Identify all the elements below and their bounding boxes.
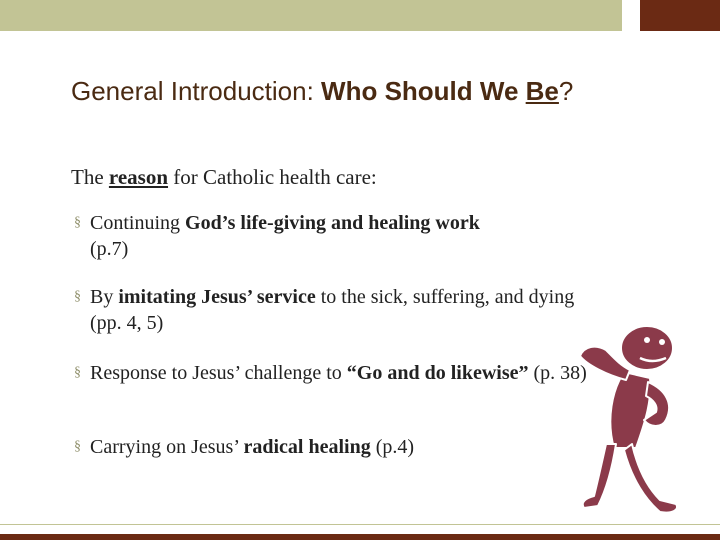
bullet-text: Response to Jesus’ challenge to (90, 362, 347, 384)
intro-prefix: The (71, 165, 109, 189)
thinking-figure-icon (562, 320, 712, 520)
title-prefix: General Introduction: (71, 76, 322, 106)
bullet-text-post: (p. 38) (528, 362, 587, 384)
bullet-text-post: (p.4) (370, 436, 415, 458)
bullet-item (71, 360, 610, 386)
bullet-item (71, 434, 610, 460)
bullet-icon: § (74, 289, 81, 304)
bullet-bold: radical healing (243, 436, 371, 458)
bullet-bold: God’s life-giving and healing work (185, 212, 480, 234)
bullet-item (71, 210, 591, 262)
title-underlined: Be (525, 76, 559, 106)
bullet-bold: imitating Jesus’ service (118, 286, 316, 308)
title-bold (321, 76, 559, 106)
bullet-text: By (90, 286, 119, 308)
bullet-list (71, 210, 591, 458)
intro-line (71, 165, 377, 190)
bullet-text: Continuing (90, 212, 186, 234)
slide-title (71, 76, 573, 107)
intro-underlined: reason (108, 165, 169, 189)
title-bold-text: Who Should We (321, 76, 526, 106)
intro-suffix: for Catholic health care: (168, 165, 377, 189)
bullet-text-post: to the sick, suffering, and dying (pp. 4, 5) (90, 286, 575, 334)
bottom-accent-bar (0, 534, 720, 540)
bullet-icon: § (74, 215, 81, 230)
bottom-accent-line (0, 524, 720, 525)
top-accent-bar (0, 0, 622, 31)
bullet-item (71, 284, 610, 336)
bullet-icon: § (74, 365, 81, 380)
top-corner-block (640, 0, 720, 31)
bullet-text: Carrying on Jesus’ (90, 436, 244, 458)
bullet-bold: “Go and do likewise” (346, 362, 529, 384)
bullet-text-post: (p.7) (90, 238, 129, 260)
bullet-icon: § (74, 439, 81, 454)
title-suffix: ? (558, 76, 574, 106)
